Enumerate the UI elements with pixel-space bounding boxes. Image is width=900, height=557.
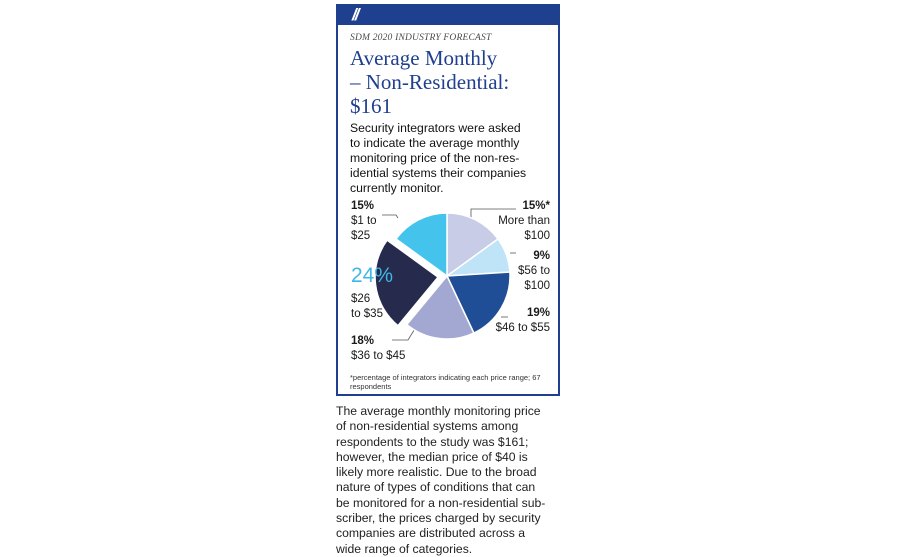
infographic-card	[336, 4, 560, 396]
body-line: scriber, the prices charged by security	[336, 511, 541, 526]
body-line: companies are distributed across a	[336, 526, 526, 541]
description-line: currently monitor.	[350, 181, 444, 195]
range-label: $100	[524, 280, 550, 292]
range-label: $1 to	[351, 215, 377, 227]
pct-label: 24	[351, 264, 375, 287]
body-line: of non-residential systems among	[336, 419, 519, 434]
range-label: $46 to $55	[495, 322, 550, 334]
label-46-to-55	[496, 306, 550, 336]
body-line: respondents to the study was $161;	[336, 434, 529, 449]
pct-label: 15%*	[522, 200, 550, 212]
pct-label: 9%	[533, 250, 550, 262]
body-line: wide range of categories.	[336, 541, 473, 556]
body-line: likely more realistic. Due to the broad	[336, 465, 537, 480]
range-label: $25	[351, 230, 371, 242]
range-label: More than	[498, 215, 550, 227]
body-paragraph	[336, 404, 566, 557]
title-line: $161	[350, 94, 392, 118]
highlight-percent	[351, 264, 393, 288]
label-more-than-100	[498, 199, 550, 244]
range-label: $56 to	[518, 265, 550, 277]
body-line: The average monthly monitoring price	[336, 404, 541, 418]
kicker-text: SDM 2020 INDUSTRY FORECAST	[350, 33, 492, 43]
label-26-to-35	[351, 292, 383, 322]
range-label: $36 to $45	[351, 350, 406, 362]
pct-sign: %	[374, 264, 394, 287]
title-line: Average Monthly	[350, 46, 498, 70]
description-line: monitoring price of the non-res-	[350, 151, 520, 165]
leader-line	[382, 215, 398, 218]
pct-label: 19%	[526, 307, 550, 319]
footnote: *percentage of integrators indicating each price range; 67 respondents	[350, 373, 541, 391]
label-36-to-45	[351, 334, 405, 364]
pct-label: 15%	[351, 200, 375, 212]
body-line: be monitored for a non-residential sub-	[336, 495, 546, 510]
description-line: idential systems their companies	[350, 166, 527, 180]
body-line: however, the median price of $40 is	[336, 449, 528, 464]
description-line: Security integrators were asked	[350, 121, 521, 135]
description-line: to indicate the average monthly	[350, 136, 520, 150]
slash-mark-icon: //	[352, 5, 358, 24]
pct-label: 18%	[351, 335, 375, 347]
range-label: to $35	[351, 308, 383, 320]
body-line: nature of types of conditions that can	[336, 480, 536, 495]
title-line: – Non-Residential:	[350, 70, 510, 94]
range-label: $26	[351, 293, 371, 305]
label-56-to-100	[518, 249, 550, 294]
range-label: $100	[524, 230, 550, 242]
label-1-to-25	[351, 199, 377, 244]
